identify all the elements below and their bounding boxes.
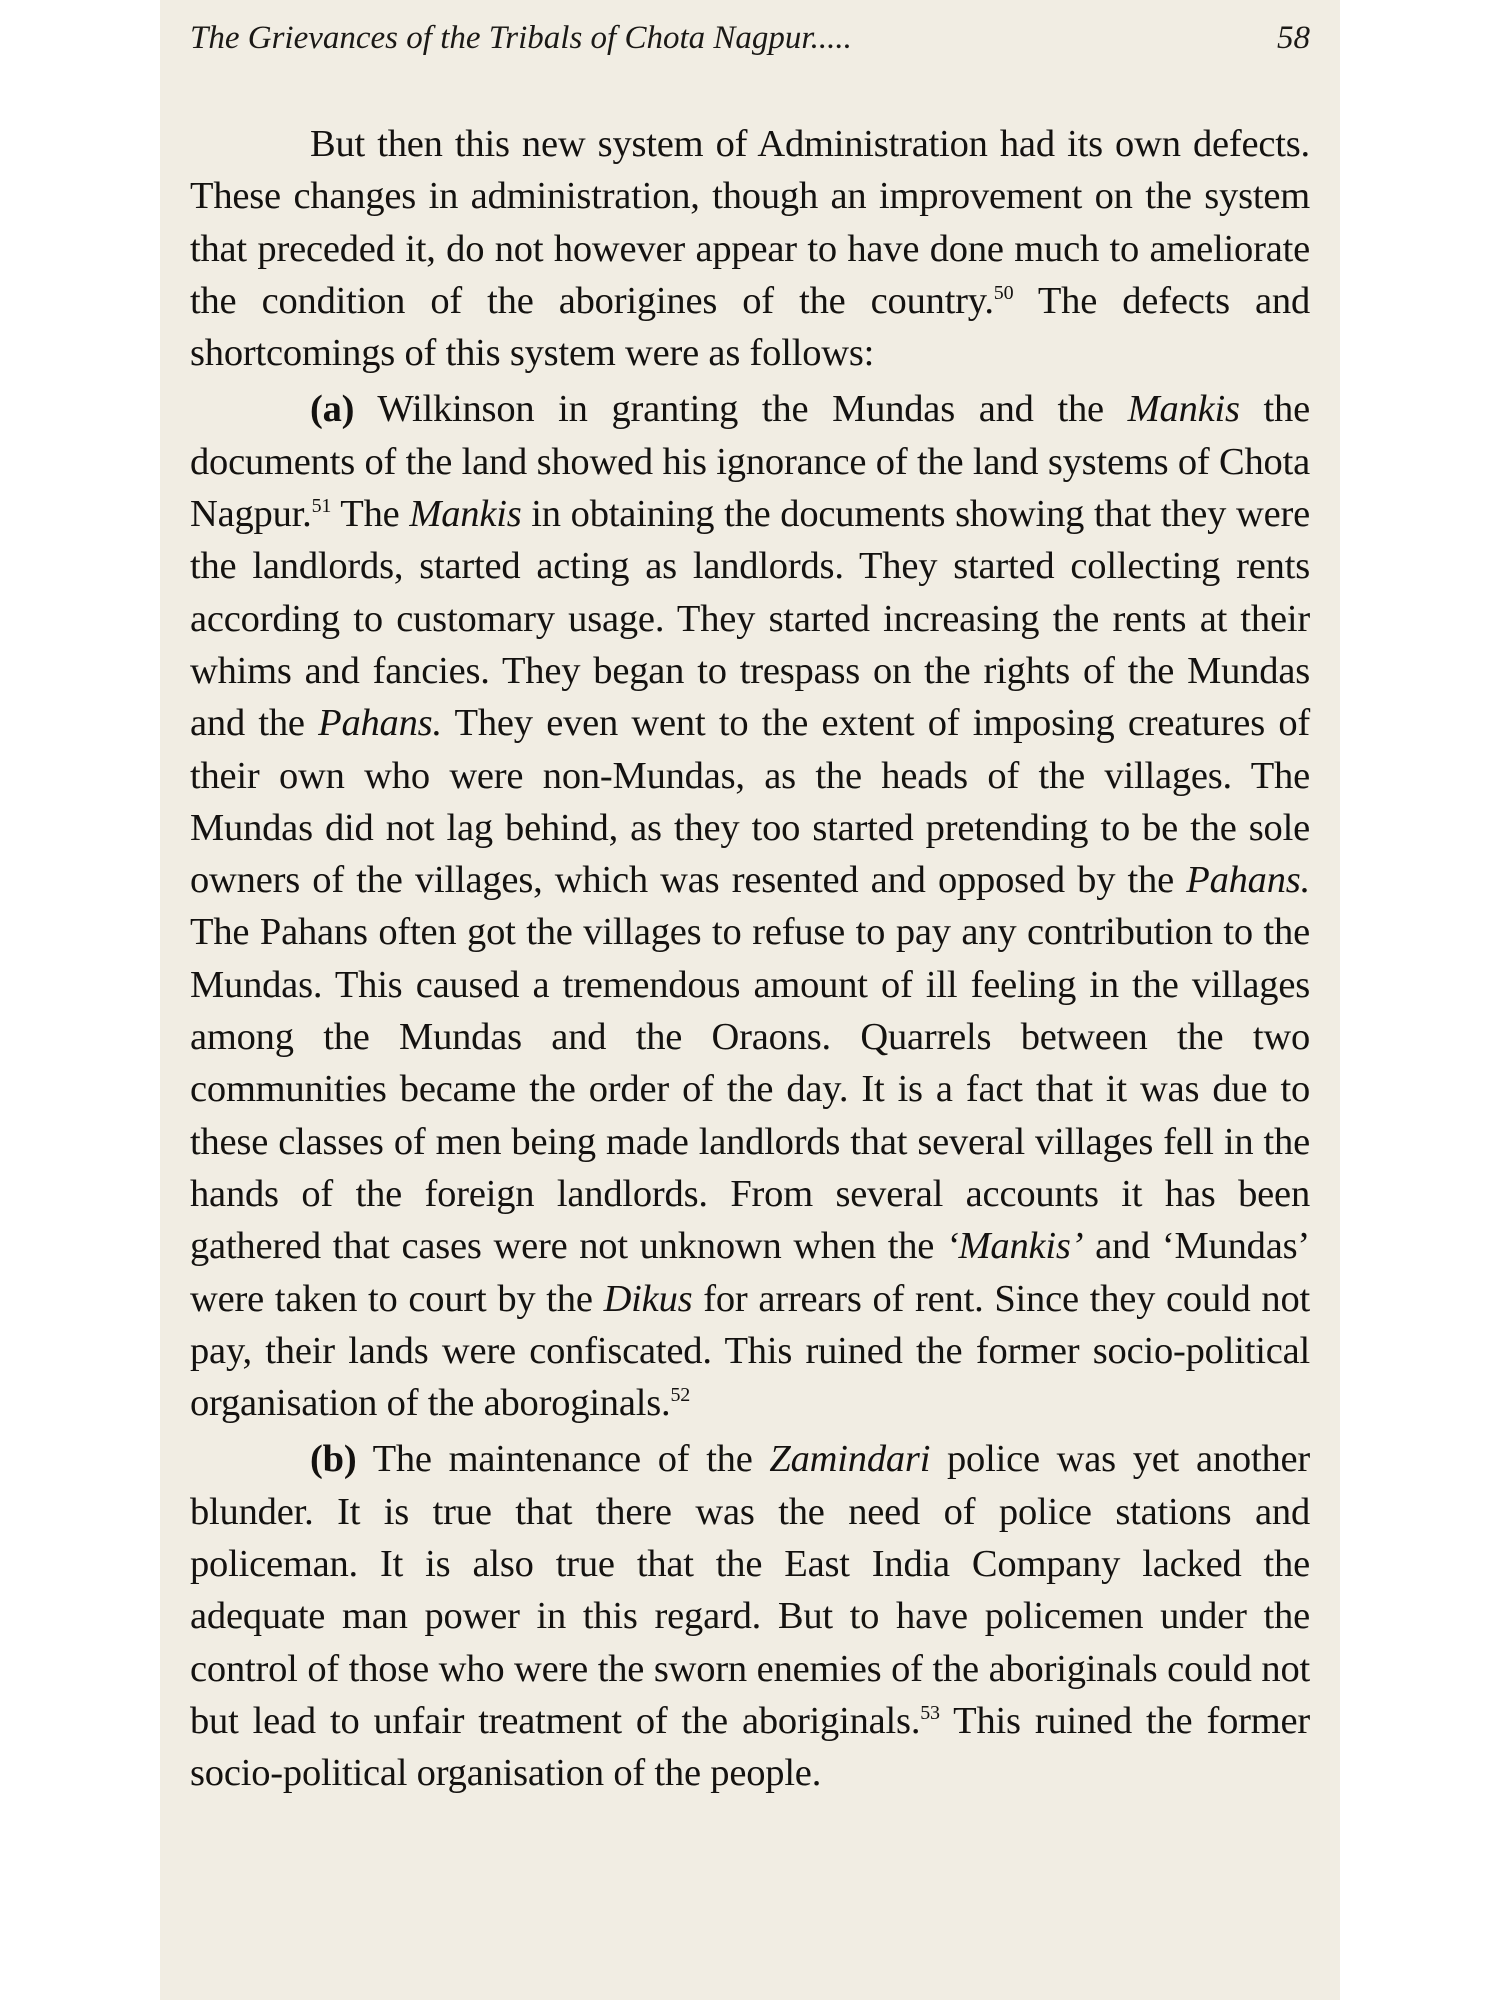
- item-label-b: (b): [310, 1438, 357, 1481]
- paragraph-intro: But then this new system of Administration had its own defects. These changes in administration, though an improvement on the system that preceded it, do not however appear to have done much to ameliorate the condition of the aborigines of the country.$^{50}$ The defects and shortcomings of this system were as follows:: [190, 123, 1310, 375]
- footnote-ref-53: 53: [920, 1702, 940, 1725]
- body-text: [190, 118, 1310, 1800]
- paragraph-a: (a) Wilkinson in granting the Mundas and the Mankis the documents of the land showed his ignorance of the land systems of Chota Nagpur.$^{51}$ The Mankis in obtaining the documents showing that they were the landlords, started acting as landlords. They started collecting rents according to customary usage. They started increasing the rents at their whims and fancies. They began to trespass on the rights of the Mundas and the Pahans. They even went to the extent of imposing creatures of their own who were non-Mundas, as the heads of the villages. The Mundas did not lag behind, as they too started pretending to be the sole owners of the villages, which was resented and opposed by the Pahans. The Pahans often got the villages to refuse to pay any contribution to the Mundas. This caused a tremendous amount of ill feeling in the villages among the Mundas and the Oraons. Quarrels between the two communities became the order of the day. It is a fact that it was due to these classes of men being made landlords that several villages fell in the hands of the foreign landlords. From several accounts it has been gathered that cases were not unknown when the ‘Mankis’ and ‘Mundas’ were taken to court by the Dikus for arrears of rent. Since they could not pay, their lands were confiscated. This ruined the former socio-political organisation of the aboroginals.$^{52}$: [190, 388, 1310, 1425]
- running-header: [190, 20, 1310, 70]
- item-label-a: (a): [310, 388, 355, 431]
- footnote-ref-51: 51: [311, 495, 332, 518]
- running-title: The Grievances of the Tribals of Chota Nagpur.....: [190, 20, 852, 56]
- footnote-ref-52: 52: [670, 1384, 691, 1407]
- book-page: [160, 0, 1340, 2000]
- footnote-ref-50: 50: [993, 282, 1014, 305]
- paragraph-b: (b) The maintenance of the Zamindari police was yet another blunder. It is true that there was the need of police stations and policeman. It is also true that the East India Company lacked the adequate man power in this regard. But to have policemen under the control of those who were the sworn enemies of the aboriginals could not but lead to unfair treatment of the aboriginals.$^{53}$ This ruined the former socio-political organisation of the people.: [190, 1438, 1310, 1795]
- page-number: 58: [1277, 20, 1310, 56]
